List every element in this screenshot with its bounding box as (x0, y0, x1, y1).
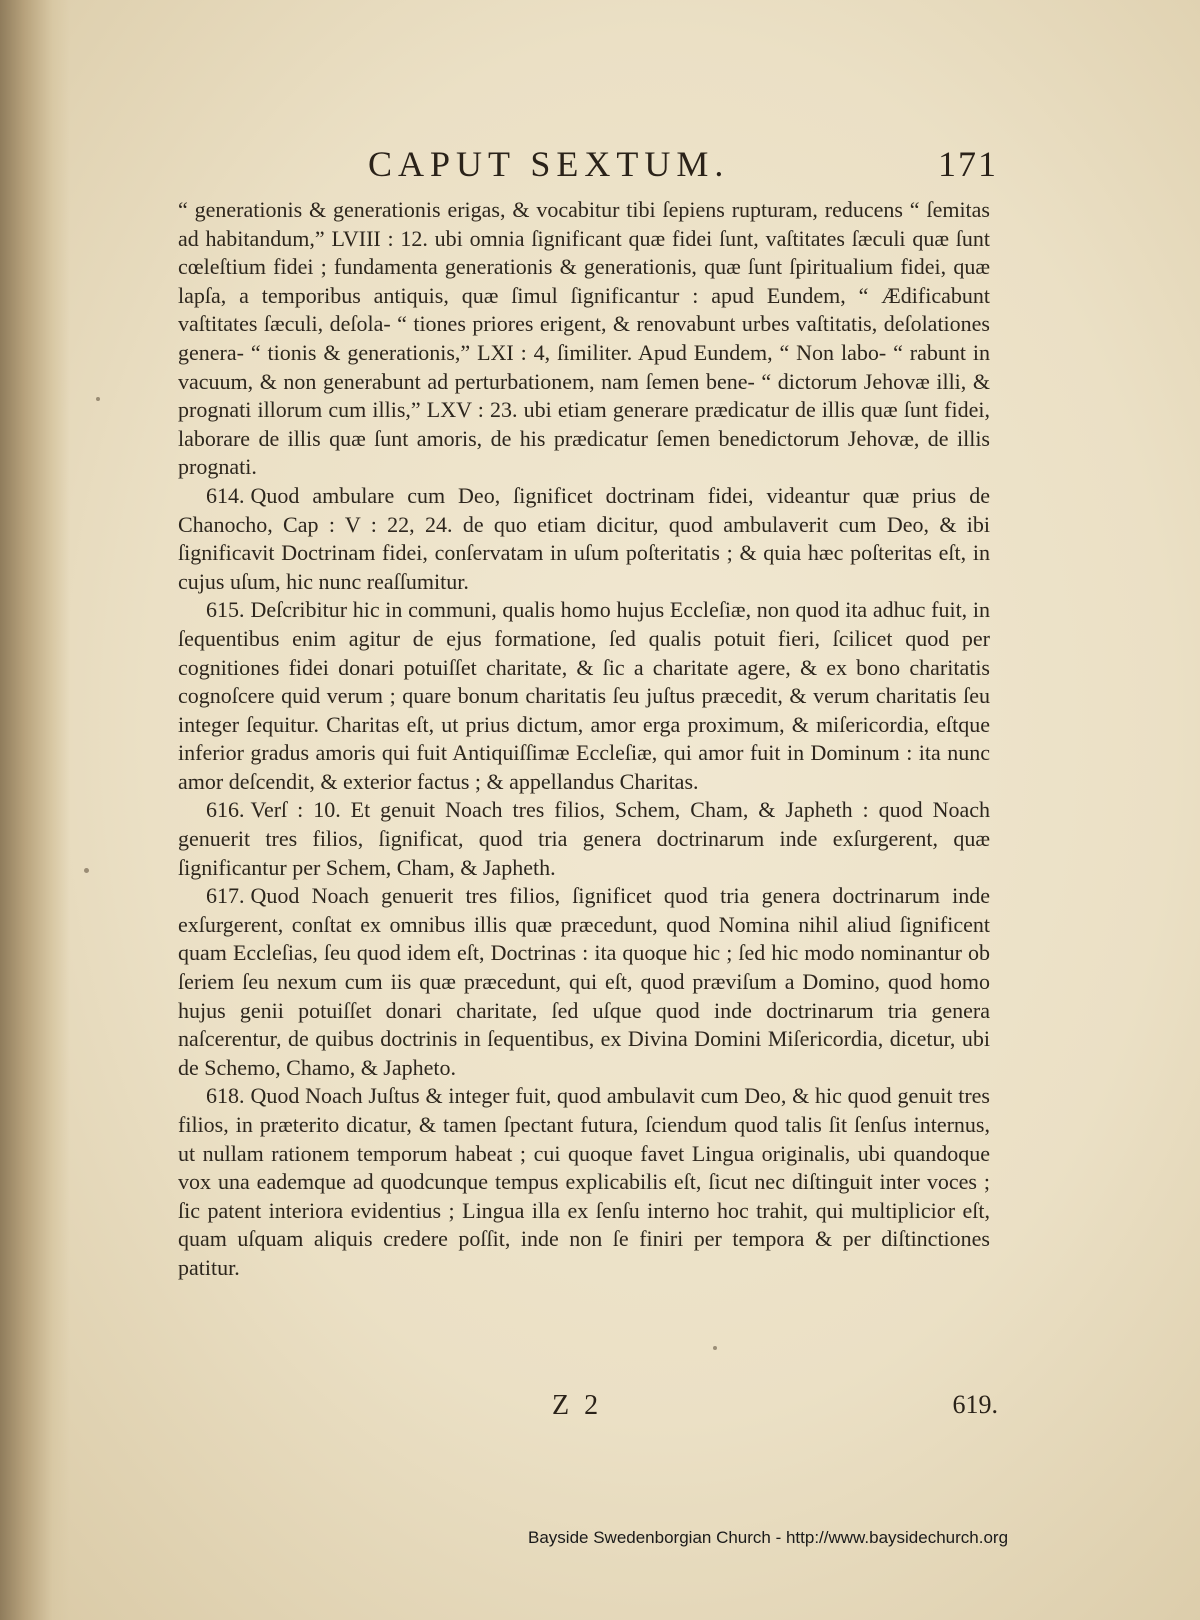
paragraph-text: Quod ambulare cum Deo, ſignificet doctrinam fidei, videantur quæ prius de Chanocho, Cap : V : 22, 24. de quo etiam dicitur, quod ambulaverit cum Deo, & ibi ſignificavit Doctrinam fidei, conſervatam in uſum poſteritatis ; & quia hæc poſteritas eſt, in cujus uſum, hic nunc reaſſumitur. (178, 482, 990, 594)
paragraph-614 (178, 482, 990, 596)
paper-spot (96, 397, 100, 401)
page-gutter-shadow (0, 0, 70, 1620)
paragraph-number: 616. (206, 797, 245, 823)
page-number: 171 (938, 144, 998, 184)
running-head: CAPUT SEXTUM. (368, 144, 730, 184)
paragraph-number: 618. (206, 1083, 245, 1109)
page-header (178, 143, 998, 187)
paragraph-continuation (178, 196, 990, 482)
paragraph-text: “ generationis & generationis erigas, & vocabitur tibi ſepiens rupturam, reducens “ ſemitas ad habitandum,” LVIII : 12. ubi omnia ſignificant quæ fidei ſunt, vaſtitates ſæculi quæ ſunt cœleſtium fidei ; fundamenta generationis & generationis, quæ ſunt ſpiritualium fidei, quæ lapſa, a temporibus antiquis, quæ ſimul ſignificantur : apud Eundem, “ Ædificabunt vaſtitates ſæculi, deſola- “ tiones priores erigent, & renovabunt urbes vaſtitatis, deſolationes genera- “ tionis & generationis,” LXI : 4, ſimiliter. Apud Eundem, “ Non labo- “ rabunt in vacuum, & non generabunt ad perturbationem, nam ſemen bene- “ dictorum Jehovæ illi, & prognati illorum cum illis,” LXV : 23. ubi etiam generare prædicatur de illis quæ ſunt fidei, laborare de illis quæ ſunt amoris, de his prædicatur ſemen benedictorum Jehovæ, de illis prognati. (178, 197, 990, 480)
paragraph-text: Deſcribitur hic in communi, qualis homo hujus Eccleſiæ, non quod ita adhuc fuit, in ſequentibus enim agitur de ejus formatione, ſed qualis potuit fieri, ſcilicet quod per cognitiones fidei donari potuiſſet charitate, & ſic a charitate agere, & ex bono charitatis cognoſcere quid verum ; quare bonum charitatis ſeu juſtus præcedit, & verum charitatis ſeu integer ſequitur. Charitas eſt, ut prius dictum, amor erga proximum, & miſericordia, eſtque inferior gradus amoris qui fuit Antiquiſſimæ Eccleſiæ, qui amor fuit in Dominum : ita nunc amor deſcendit, & exterior factus ; & appellandus Charitas. (178, 597, 990, 794)
catchword: 619. (952, 1390, 998, 1419)
paragraph-number: 614. (206, 482, 245, 508)
paper-spot (84, 868, 89, 873)
paragraph-615 (178, 596, 990, 796)
watermark-link[interactable]: Bayside Swedenborgian Church - http://www.baysidechurch.org (528, 1528, 1009, 1547)
paragraph-616 (178, 796, 990, 882)
paragraph-number: 615. (206, 597, 245, 623)
page-footer (178, 1390, 998, 1430)
signature-mark: Z 2 (552, 1390, 603, 1421)
paragraph-618 (178, 1082, 990, 1282)
paragraph-text: Verſ : 10. Et genuit Noach tres filios, Schem, Cham, & Japheth : quod Noach genuerit tres filios, ſignificat, quod tria genera doctrinarum inde exſurgerent, quæ ſignificantur per Schem, Cham, & Japheth. (178, 797, 990, 880)
paragraph-text: Quod Noach Juſtus & integer fuit, quod ambulavit cum Deo, & hic quod genuit tres filios, in præterito dicatur, & tamen ſpectant futura, ſciendum quod talis ſit ſenſus internus, ut nullam rationem temporum habeat ; cui quoque favet Lingua originalis, ubi quandoque vox una eademque ad quodcunque tempus explicabilis eſt, ſicut nec diſtinguit inter voces ; ſic patent interiora evidentius ; Lingua illa ex ſenſu interno hoc trahit, qui multiplicior eſt, quam uſquam aliquis credere poſſit, inde non ſe finiri per tempora & per diſtinctiones patitur. (178, 1083, 990, 1280)
paragraph-text: Quod Noach genuerit tres filios, ſignificet quod tria genera doctrinarum inde exſurgerent, conſtat ex omnibus illis quæ præcedunt, quod Nomina nihil aliud ſignificent quam Eccleſias, ſeu quod idem eſt, Doctrinas : ita quoque hic ; ſed hic modo nominantur ob ſeriem ſeu nexum cum iis quæ præcedunt, qui eſt, quod præviſum a Domino, quod homo hujus genii potuiſſet donari charitate, ſed uſque quod inde doctrinarum tria genera naſcerentur, de quibus doctrinis in ſequentibus, ex Divina Domini Miſericordia, dicetur, ubi de Schemo, Chamo, & Japheto. (178, 883, 990, 1080)
body-text (178, 196, 990, 1283)
paper-spot (713, 1346, 717, 1350)
paragraph-number: 617. (206, 883, 245, 909)
paragraph-617 (178, 882, 990, 1082)
